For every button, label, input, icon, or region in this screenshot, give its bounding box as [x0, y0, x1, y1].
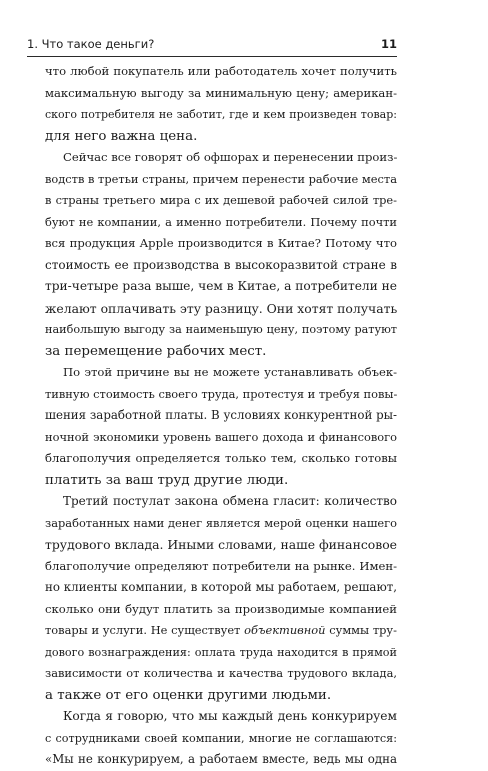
text-line: шения заработной платы. В условиях конкурентной ры-: [45, 408, 397, 422]
page-number: 11: [380, 37, 397, 51]
text-line: буют не компании, а именно потребители. Почему почти: [45, 214, 397, 229]
text-line: три-четыре раза выше, чем в Китае, а потребители не: [45, 279, 397, 293]
text-line: Когда я говорю, что мы каждый день конкурируем: [63, 709, 397, 723]
text-line: а также от его оценки другими людьми.: [45, 687, 332, 703]
text-line: платить за ваш труд другие люди.: [45, 472, 289, 488]
body-text: [45, 61, 397, 771]
text-line: максимальную выгоду за минимальную цену; американ-: [45, 85, 397, 100]
text-line: Сейчас все говорят об офшорах и перенесении произ-: [63, 150, 397, 164]
chapter-title: 1. Что такое деньги?: [27, 37, 155, 51]
text-line: дового вознаграждения: оплата труда находится в прямой: [45, 645, 397, 659]
text-line: заработанных нами денег является мерой оценки нашего: [45, 515, 397, 530]
text-line: ского потребителя не заботит, где и кем произведен товар:: [45, 108, 397, 121]
text-line: [45, 620, 397, 642]
header-divider: [27, 56, 397, 57]
text-line: «Мы не конкурируем, а работаем вместе, ведь мы одна: [45, 752, 397, 766]
text-line: для него важна цена.: [45, 128, 198, 144]
emphasized-word: объективной: [244, 623, 326, 637]
text-segment: товары и услуги. Не существует: [45, 623, 245, 637]
text-line: Третий постулат закона обмена гласит: количество: [63, 494, 397, 508]
text-line: водств в третьи страны, причем перенести рабочие места: [45, 171, 397, 186]
text-line: наибольшую выгоду за наименьшую цену, поэтому ратуют: [45, 323, 397, 336]
text-line: тивную стоимость своего труда, протестуя и требуя повы-: [45, 386, 397, 401]
text-line: трудового вклада. Иными словами, наше финансовое: [45, 537, 397, 552]
text-segment: суммы тру-: [325, 623, 397, 637]
text-line: ночной экономики уровень вашего дохода и финансового: [45, 429, 397, 444]
text-line: зависимости от количества и качества трудового вклада,: [45, 666, 397, 680]
running-header: [27, 36, 397, 52]
text-line: что любой покупатель или работодатель хочет получить: [45, 64, 397, 78]
text-line: с сотрудниками своей компании, многие не соглашаются:: [45, 731, 397, 745]
text-line: По этой причине вы не можете устанавливать объек-: [63, 365, 397, 379]
text-line: благополучия определяется только тем, сколько готовы: [45, 451, 397, 465]
text-line: вся продукция Apple производится в Китае? Потому что: [45, 236, 397, 250]
text-line: за перемещение рабочих мест.: [45, 343, 267, 359]
text-line: благополучие определяют потребители на рынке. Имен-: [45, 558, 397, 573]
text-line: сколько они будут платить за производимые компанией: [45, 601, 397, 616]
text-line: но клиенты компании, в которой мы работаем, решают,: [45, 580, 397, 594]
text-line: желают оплачивать эту разницу. Они хотят получать: [45, 300, 397, 316]
text-line: в страны третьего мира с их дешевой рабочей силой тре-: [45, 193, 397, 207]
text-line: стоимость ее производства в высокоразвитой стране в: [45, 257, 397, 272]
